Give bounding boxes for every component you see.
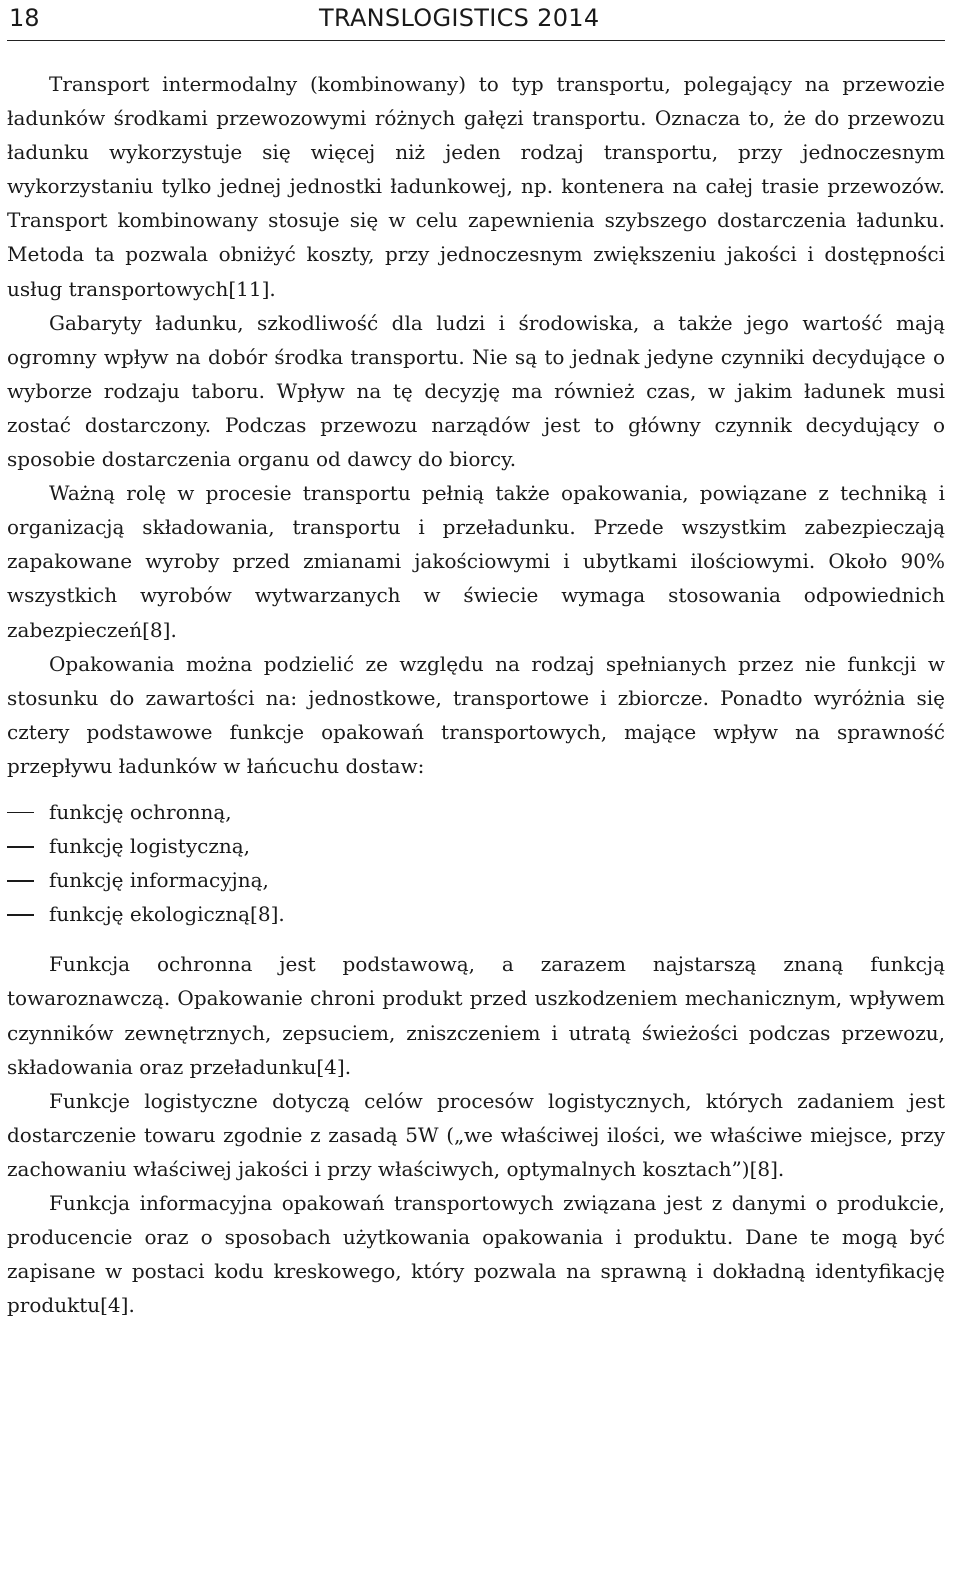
paragraph-information-function: Funkcja informacyjna opakowań transportowych związana jest z danymi o produkcie, producencie oraz o sposobach użytkowania opakowania i produktu. Dane te mogą być zapisane w postaci kodu kreskowego, który pozwala na sprawną i dokładną identyfikację produktu[4]. <box>7 1191 945 1318</box>
dash-bullet-icon <box>7 846 34 848</box>
dash-bullet-icon <box>7 880 34 882</box>
journal-title: TRANSLOGISTICS 2014 <box>319 4 600 32</box>
list-item <box>7 795 945 829</box>
paragraph-packaging-role: Ważną rolę w procesie transportu pełnią także opakowania, powiązane z techniką i organizacją składowania, transportu i przeładunku. Przede wszystkim zabezpieczają zapakowane wyroby przed zmianami jakościowymi i ubytkami ilościowymi. Około 90% wszystkich wyrobów wytwarzanych w świecie wymaga stosowania odpowiednich zabezpieczeń[8]. <box>7 481 945 642</box>
list-item-text: funkcję logistyczną, <box>49 834 251 859</box>
page-number: 18 <box>9 4 40 32</box>
paragraph-packaging-functions: Opakowania można podzielić ze względu na rodzaj spełnianych przez nie funkcji w stosunku do zawartości na: jednostkowe, transportowe i zbiorcze. Ponadto wyróżnia się cztery podstawowe funkcje opakowań transportowych, mające wpływ na sprawność przepływu ładunków w łańcuchu dostaw: <box>7 651 945 778</box>
list-item-text: funkcję ekologiczną[8]. <box>49 902 285 927</box>
paragraph-intermodal-transport: Transport intermodalny (kombinowany) to typ transportu, polegający na przewozie ładunków środkami przewozowymi różnych gałęzi transportu. Oznacza to, że do przewozu ładunku wykorzystuje się więcej niż jeden rodzaj transportu, przy jednoczesnym wykorzystaniu tylko jednej jednostki ładunkowej, np. kontenera na całej trasie przewozów. Transport kombinowany stosuje się w celu zapewnienia szybszego dostarczenia ładunku. Metoda ta pozwala obniżyć koszty, przy jednoczesnym zwiększeniu jakości i dostępności usług transportowych[11]. <box>7 72 945 301</box>
list-item-text: funkcję informacyjną, <box>49 868 269 893</box>
paragraph-logistic-function: Funkcje logistyczne dotyczą celów procesów logistycznych, których zadaniem jest dostarczenie towaru zgodnie z zasadą 5W („we właściwej ilości, we właściwe miejsce, przy zachowaniu właściwej jakości i przy właściwych, optymalnych kosztach”)[8]. <box>7 1088 945 1181</box>
document-page <box>7 0 945 1322</box>
packaging-functions-list <box>7 795 945 931</box>
dash-bullet-icon <box>7 914 34 916</box>
paragraph-protective-function: Funkcja ochronna jest podstawową, a zarazem najstarszą znaną funkcją towaroznawczą. Opakowanie chroni produkt przed uszkodzeniem mechanicznym, wpływem czynników zewnętrznych, zepsuciem, zniszczeniem i utratą świeżości podczas przewozu, składowania oraz przeładunku[4]. <box>7 952 945 1079</box>
list-item <box>7 829 945 863</box>
paragraph-cargo-dimensions: Gabaryty ładunku, szkodliwość dla ludzi i środowiska, a także jego wartość mają ogromny wpływ na dobór środka transportu. Nie są to jednak jedyne czynniki decydujące o wyborze rodzaju taboru. Wpływ na tę decyzję ma również czas, w jakim ładunek musi zostać dostarczony. Podczas przewozu narządów jest to główny czynnik decydujący o sposobie dostarczenia organu od dawcy do biorcy. <box>7 310 945 472</box>
article-body <box>7 67 945 1322</box>
list-item-text: funkcję ochronną, <box>49 799 232 824</box>
dash-bullet-icon <box>7 812 34 814</box>
list-item <box>7 863 945 897</box>
running-header <box>7 0 945 41</box>
closing-section <box>7 947 945 1322</box>
list-item <box>7 897 945 931</box>
